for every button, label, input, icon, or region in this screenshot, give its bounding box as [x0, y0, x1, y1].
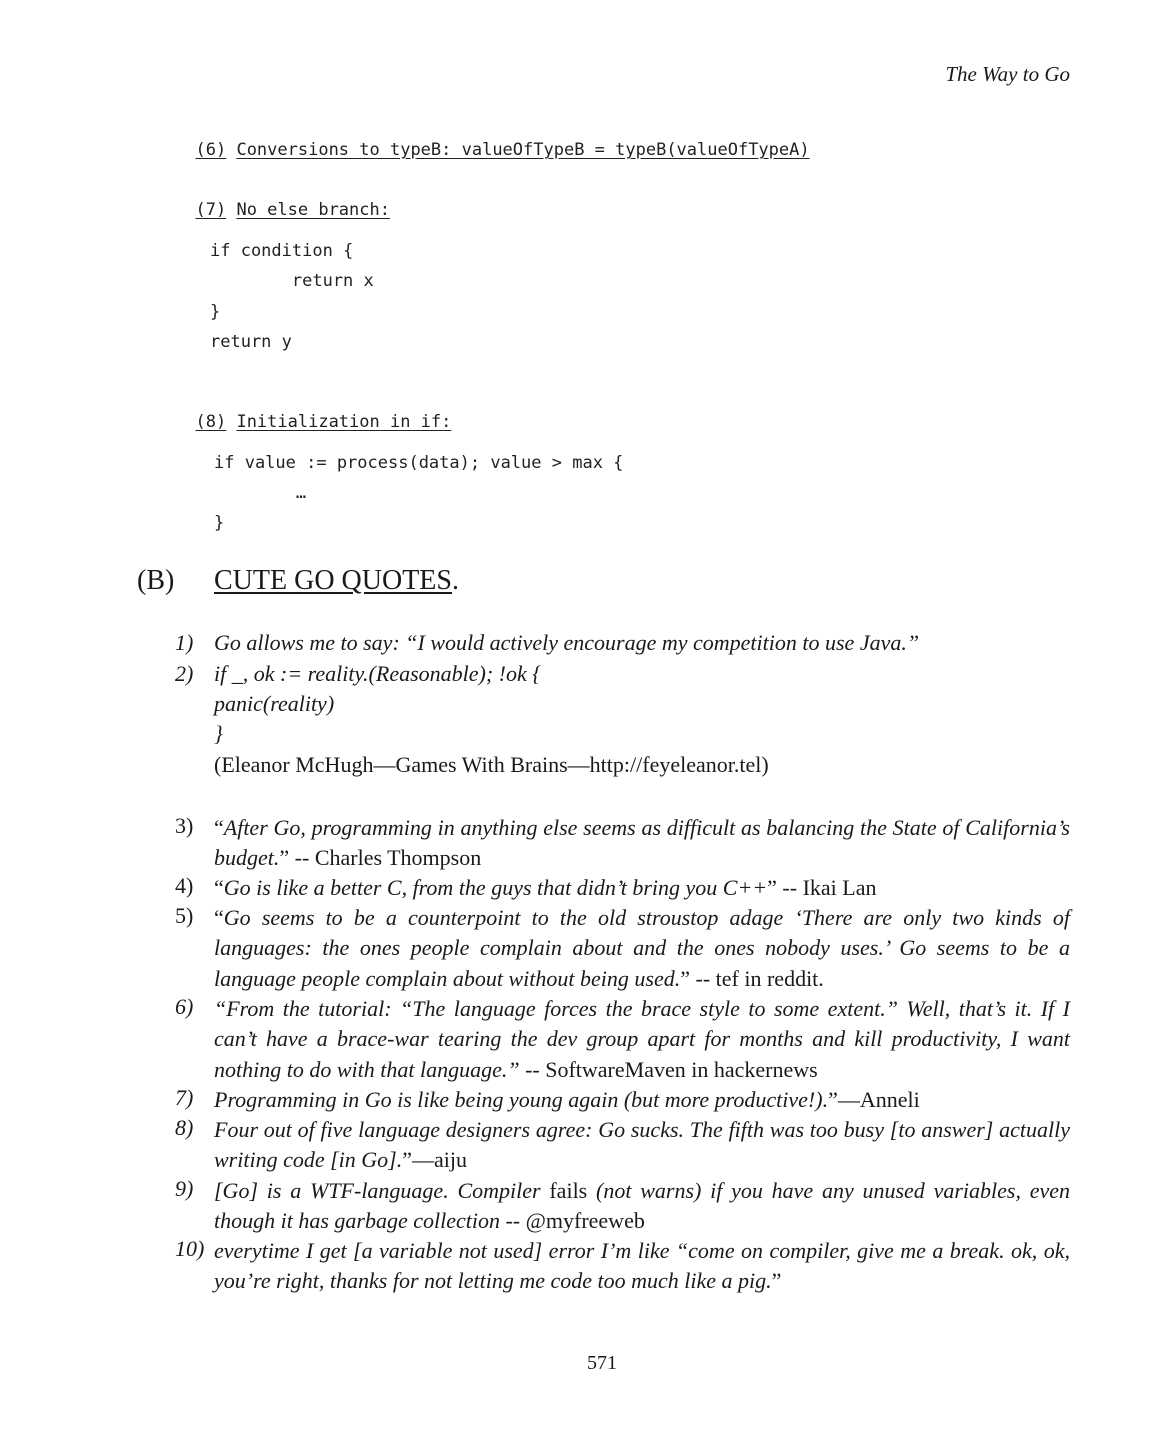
section-title-text: CUTE GO QUOTES	[214, 565, 452, 596]
quote-author: Ikai Lan	[802, 875, 877, 900]
list-item-8	[175, 392, 451, 432]
page-number: 571	[587, 1352, 617, 1374]
quote-number: 10)	[175, 1236, 205, 1261]
running-header: The Way to Go	[945, 62, 1070, 86]
code-line: …	[214, 483, 307, 503]
code-line: }	[214, 513, 225, 533]
code-line: return y	[210, 332, 292, 352]
code-line: return x	[210, 271, 374, 291]
section-title-period: .	[452, 565, 459, 596]
quote-text: Programming in Go is like being young again (but more productive!).”—Anneli	[214, 1087, 920, 1112]
quote-number: 9)	[175, 1176, 194, 1201]
quote-text: “Go seems to be a counterpoint to the old stroustop adage ‘There are only two kinds of languages: the ones people complain about and the ones nobody uses.’ Go seems to be a language people complain about without being used.” -- tef in reddit.	[214, 905, 1070, 991]
list-item-number: (8)	[195, 412, 227, 432]
list-item-number: (7)	[195, 200, 227, 220]
list-item-text: No else branch:	[236, 200, 390, 220]
quote-text: Go allows me to say: “I would actively encourage my competition to use Java.”	[214, 630, 920, 655]
quote-author: ”—Anneli	[828, 1087, 920, 1112]
quote-code-line: panic(reality)	[214, 691, 335, 716]
quote-number: 3)	[175, 813, 194, 838]
quote-number: 1)	[175, 630, 194, 655]
quote-author: tef in reddit.	[715, 965, 824, 991]
list-item-6	[175, 120, 810, 160]
list-item-text: Conversions to typeB: valueOfTypeB = typeB(valueOfTypeA)	[236, 140, 810, 160]
quote-text: “Go is like a better C, from the guys that didn’t bring you C++” -- Ikai Lan	[214, 875, 877, 900]
quote-number: 7)	[175, 1085, 194, 1110]
quote-author: SoftwareMaven in hackernews	[545, 1056, 818, 1082]
section-title	[214, 565, 459, 597]
quote-text: “After Go, programming in anything else seems as difficult as balancing the State of California’s budget.” -- Charles Thompson	[214, 815, 1070, 871]
list-item-7	[175, 180, 390, 220]
code-line: }	[210, 302, 221, 322]
code-line: if condition {	[210, 241, 354, 261]
quote-number: 2)	[175, 661, 194, 686]
quote-attribution: (Eleanor McHugh—Games With Brains—http://feyeleanor.tel)	[214, 752, 769, 777]
quote-text: “From the tutorial: “The language forces the brace style to some extent.” Well, that’s it. If I can’t have a brace-war tearing the dev group apart for months and kill productivity, I want nothing to do with that language.” -- SoftwareMaven in hackernews	[214, 996, 1070, 1082]
quote-text: [Go] is a WTF-language. Compiler fails (not warns) if you have any unused variables, even though it has garbage collection -- @myfreeweb	[214, 1178, 1071, 1234]
quote-code-line: if _, ok := reality.(Reasonable); !ok {	[214, 661, 542, 686]
code-line: if value := process(data); value > max {	[214, 453, 624, 473]
quote-number: 6)	[175, 994, 194, 1019]
quote-number: 5)	[175, 903, 194, 928]
quote-text: everytime I get [a variable not used] error I’m like “come on compiler, give me a break. ok, ok, you’re right, thanks for not letting me code too much like a pig.”	[214, 1238, 1070, 1294]
quote-author: @myfreeweb	[525, 1208, 645, 1234]
quote-text: Four out of five language designers agree: Go sucks. The fifth was too busy [to answer] actually writing code [in Go].”—aiju	[214, 1117, 1070, 1173]
list-item-text: Initialization in if:	[236, 412, 452, 432]
section-marker: (B)	[137, 565, 175, 596]
quote-author: ”—aiju	[402, 1147, 467, 1173]
quote-number: 4)	[175, 873, 194, 898]
list-item-number: (6)	[195, 140, 227, 160]
quote-author: Charles Thompson	[314, 845, 482, 871]
quote-number: 8)	[175, 1115, 194, 1140]
quote-code-line: }	[214, 721, 223, 746]
